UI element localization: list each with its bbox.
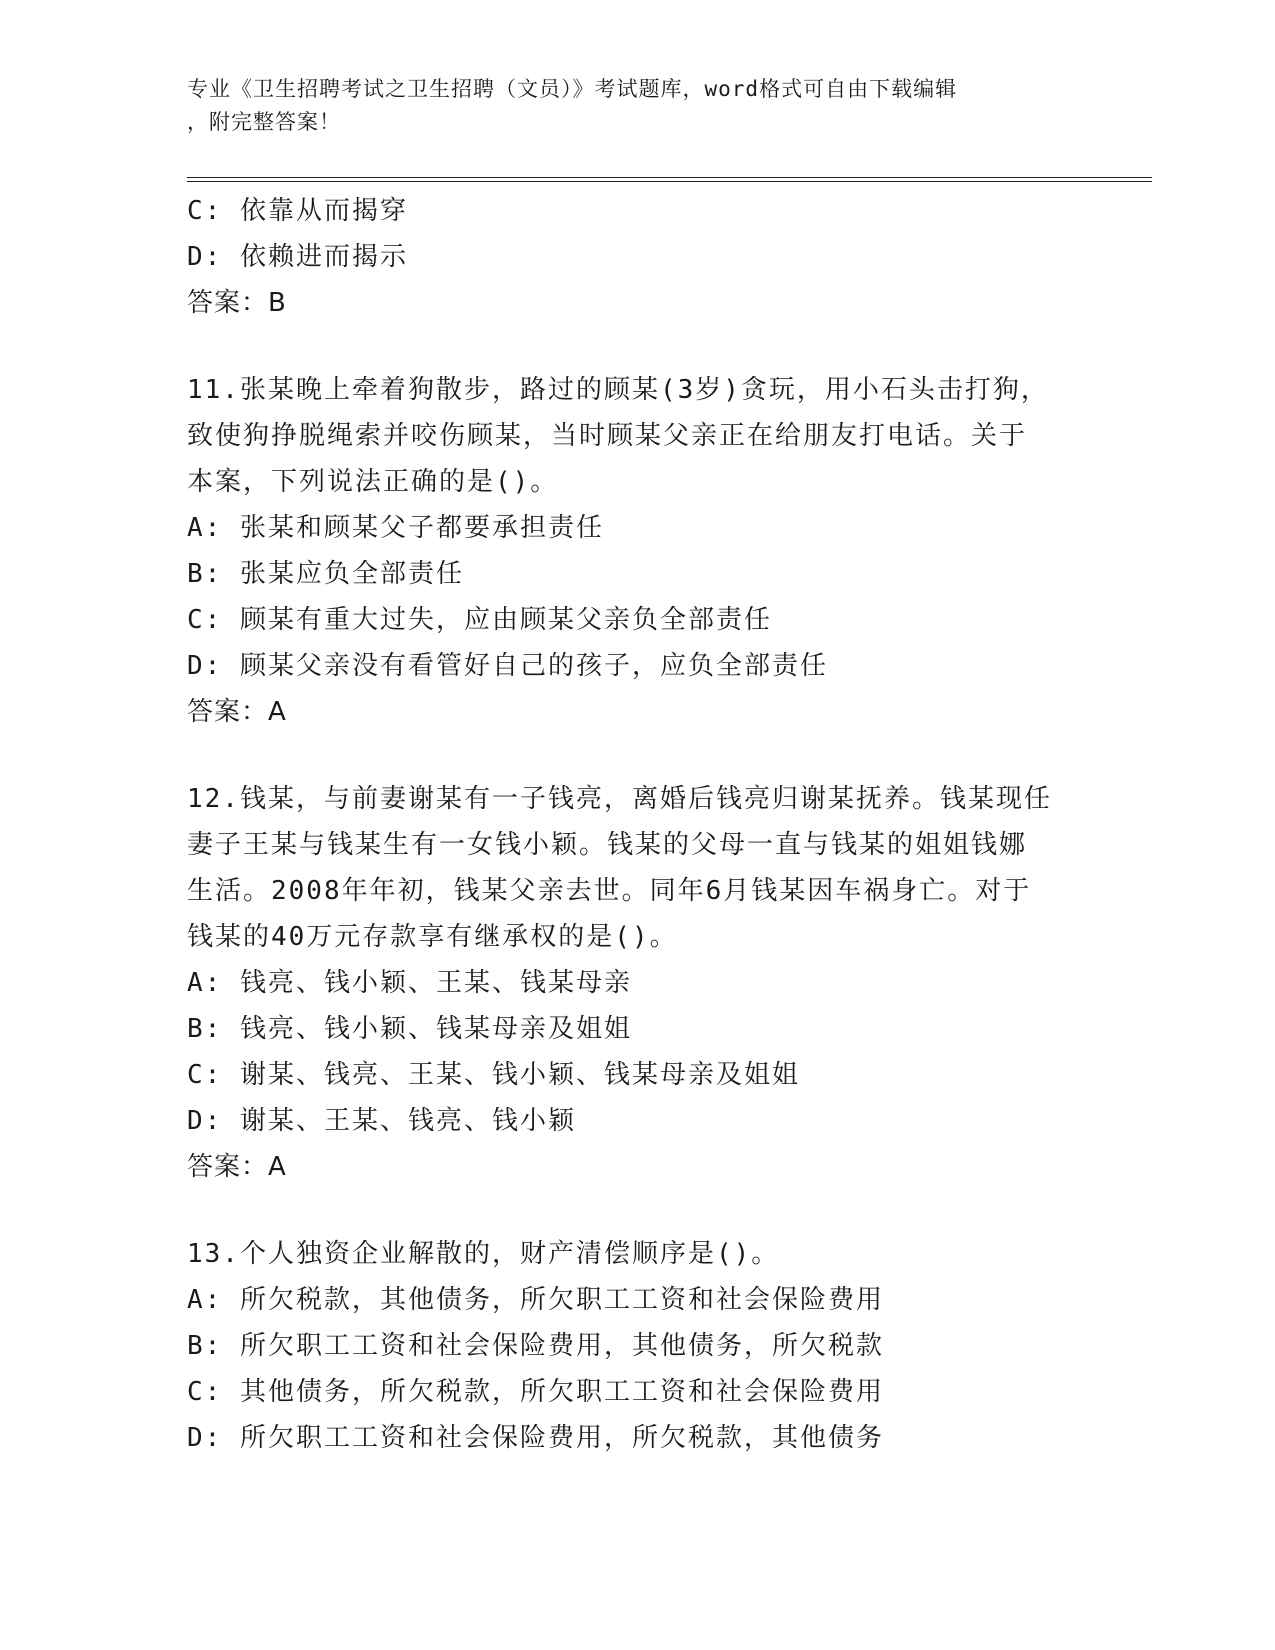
answer-line: 答案：A [187, 1152, 287, 1182]
question-content [187, 188, 1107, 1461]
question-text: 生活。2008年年初，钱某父亲去世。同年6月钱某因车祸身亡。对于 [187, 876, 1032, 906]
previous-question-tail [187, 188, 1107, 326]
option-c: C: 依靠从而揭穿 [187, 196, 408, 226]
question-text: 11.张某晚上牵着狗散步，路过的顾某(3岁)贪玩，用小石头击打狗， [187, 375, 1049, 405]
option-a: A: 钱亮、钱小颖、王某、钱某母亲 [187, 968, 632, 998]
question-13 [187, 1231, 1107, 1461]
spacer [187, 1190, 1107, 1231]
question-text: 12.钱某，与前妻谢某有一子钱亮，离婚后钱亮归谢某抚养。钱某现任 [187, 784, 1052, 814]
option-b: B: 钱亮、钱小颖、钱某母亲及姐姐 [187, 1014, 632, 1044]
header-rule-top [187, 177, 1152, 178]
answer-line: 答案：A [187, 697, 287, 727]
option-c: C: 顾某有重大过失，应由顾某父亲负全部责任 [187, 605, 772, 635]
question-12 [187, 776, 1107, 1190]
answer-line: 答案：B [187, 288, 287, 318]
document-header [187, 73, 1067, 139]
option-d: D: 所欠职工工资和社会保险费用，所欠税款，其他债务 [187, 1423, 884, 1453]
question-11 [187, 367, 1107, 735]
question-text: 钱某的40万元存款享有继承权的是()。 [187, 922, 678, 952]
option-a: A: 张某和顾某父子都要承担责任 [187, 513, 604, 543]
option-d: D: 顾某父亲没有看管好自己的孩子，应负全部责任 [187, 651, 828, 681]
header-line-2: ，附完整答案！ [187, 110, 341, 134]
question-text: 13.个人独资企业解散的，财产清偿顺序是()。 [187, 1239, 780, 1269]
option-b: B: 所欠职工工资和社会保险费用，其他债务，所欠税款 [187, 1331, 884, 1361]
header-rule-bottom [187, 181, 1152, 182]
option-d: D: 依赖进而揭示 [187, 242, 408, 272]
option-b: B: 张某应负全部责任 [187, 559, 464, 589]
spacer [187, 326, 1107, 367]
question-text: 致使狗挣脱绳索并咬伤顾某，当时顾某父亲正在给朋友打电话。关于 [187, 421, 1028, 451]
option-c: C: 谢某、钱亮、王某、钱小颖、钱某母亲及姐姐 [187, 1060, 800, 1090]
option-d: D: 谢某、王某、钱亮、钱小颖 [187, 1106, 576, 1136]
spacer [187, 735, 1107, 776]
option-a: A: 所欠税款，其他债务，所欠职工工资和社会保险费用 [187, 1285, 884, 1315]
option-c: C: 其他债务，所欠税款，所欠职工工资和社会保险费用 [187, 1377, 884, 1407]
question-text: 妻子王某与钱某生有一女钱小颖。钱某的父母一直与钱某的姐姐钱娜 [187, 830, 1028, 860]
question-text: 本案，下列说法正确的是()。 [187, 467, 559, 497]
header-line-1: 专业《卫生招聘考试之卫生招聘（文员）》考试题库，word格式可自由下载编辑 [187, 77, 958, 101]
